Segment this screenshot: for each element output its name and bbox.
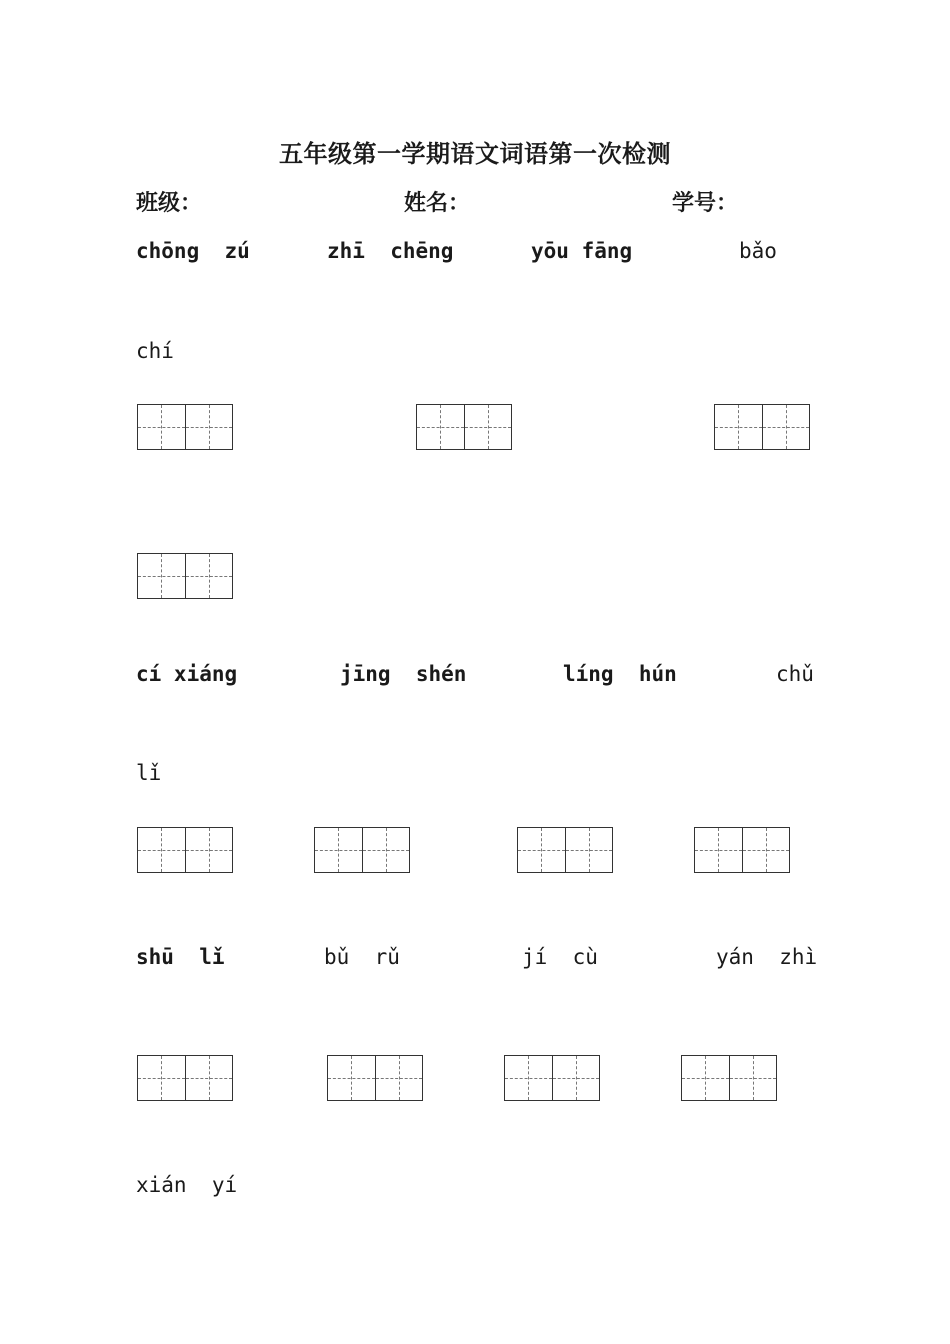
- pinyin-item: xián yí: [136, 1173, 238, 1197]
- writing-grid-box[interactable]: [416, 404, 512, 450]
- pinyin-item: chōng zú: [136, 239, 250, 263]
- pinyin-item: zhī chēng: [327, 239, 454, 263]
- student-id-label: 学号：: [672, 190, 739, 216]
- writing-grid-box[interactable]: [714, 404, 810, 450]
- pinyin-item: lǐ: [136, 761, 162, 785]
- writing-grid-box[interactable]: [314, 827, 410, 873]
- writing-grid-box[interactable]: [137, 553, 233, 599]
- pinyin-item: bǎo: [739, 239, 777, 263]
- writing-grid-box[interactable]: [137, 1055, 233, 1101]
- writing-grid-box[interactable]: [681, 1055, 777, 1101]
- writing-grid-box[interactable]: [327, 1055, 423, 1101]
- pinyin-item: jí cù: [522, 945, 598, 969]
- writing-grid-box[interactable]: [517, 827, 613, 873]
- name-label: 姓名：: [404, 190, 471, 216]
- writing-grid-box[interactable]: [137, 404, 233, 450]
- writing-grid-box[interactable]: [137, 827, 233, 873]
- pinyin-item: chí: [136, 339, 174, 363]
- pinyin-item: chǔ: [776, 662, 814, 686]
- pinyin-item: jīng shén: [340, 662, 467, 686]
- worksheet-title: 五年级第一学期语文词语第一次检测: [279, 139, 671, 168]
- pinyin-item: cí xiáng: [136, 662, 238, 686]
- class-label: 班级：: [136, 190, 203, 216]
- pinyin-item: shū lǐ: [136, 945, 225, 969]
- writing-grid-box[interactable]: [504, 1055, 600, 1101]
- pinyin-item: bǔ rǔ: [324, 945, 400, 969]
- pinyin-item: yán zhì: [716, 945, 818, 969]
- pinyin-item: líng hún: [563, 662, 677, 686]
- writing-grid-box[interactable]: [694, 827, 790, 873]
- pinyin-item: yōu fāng: [531, 239, 633, 263]
